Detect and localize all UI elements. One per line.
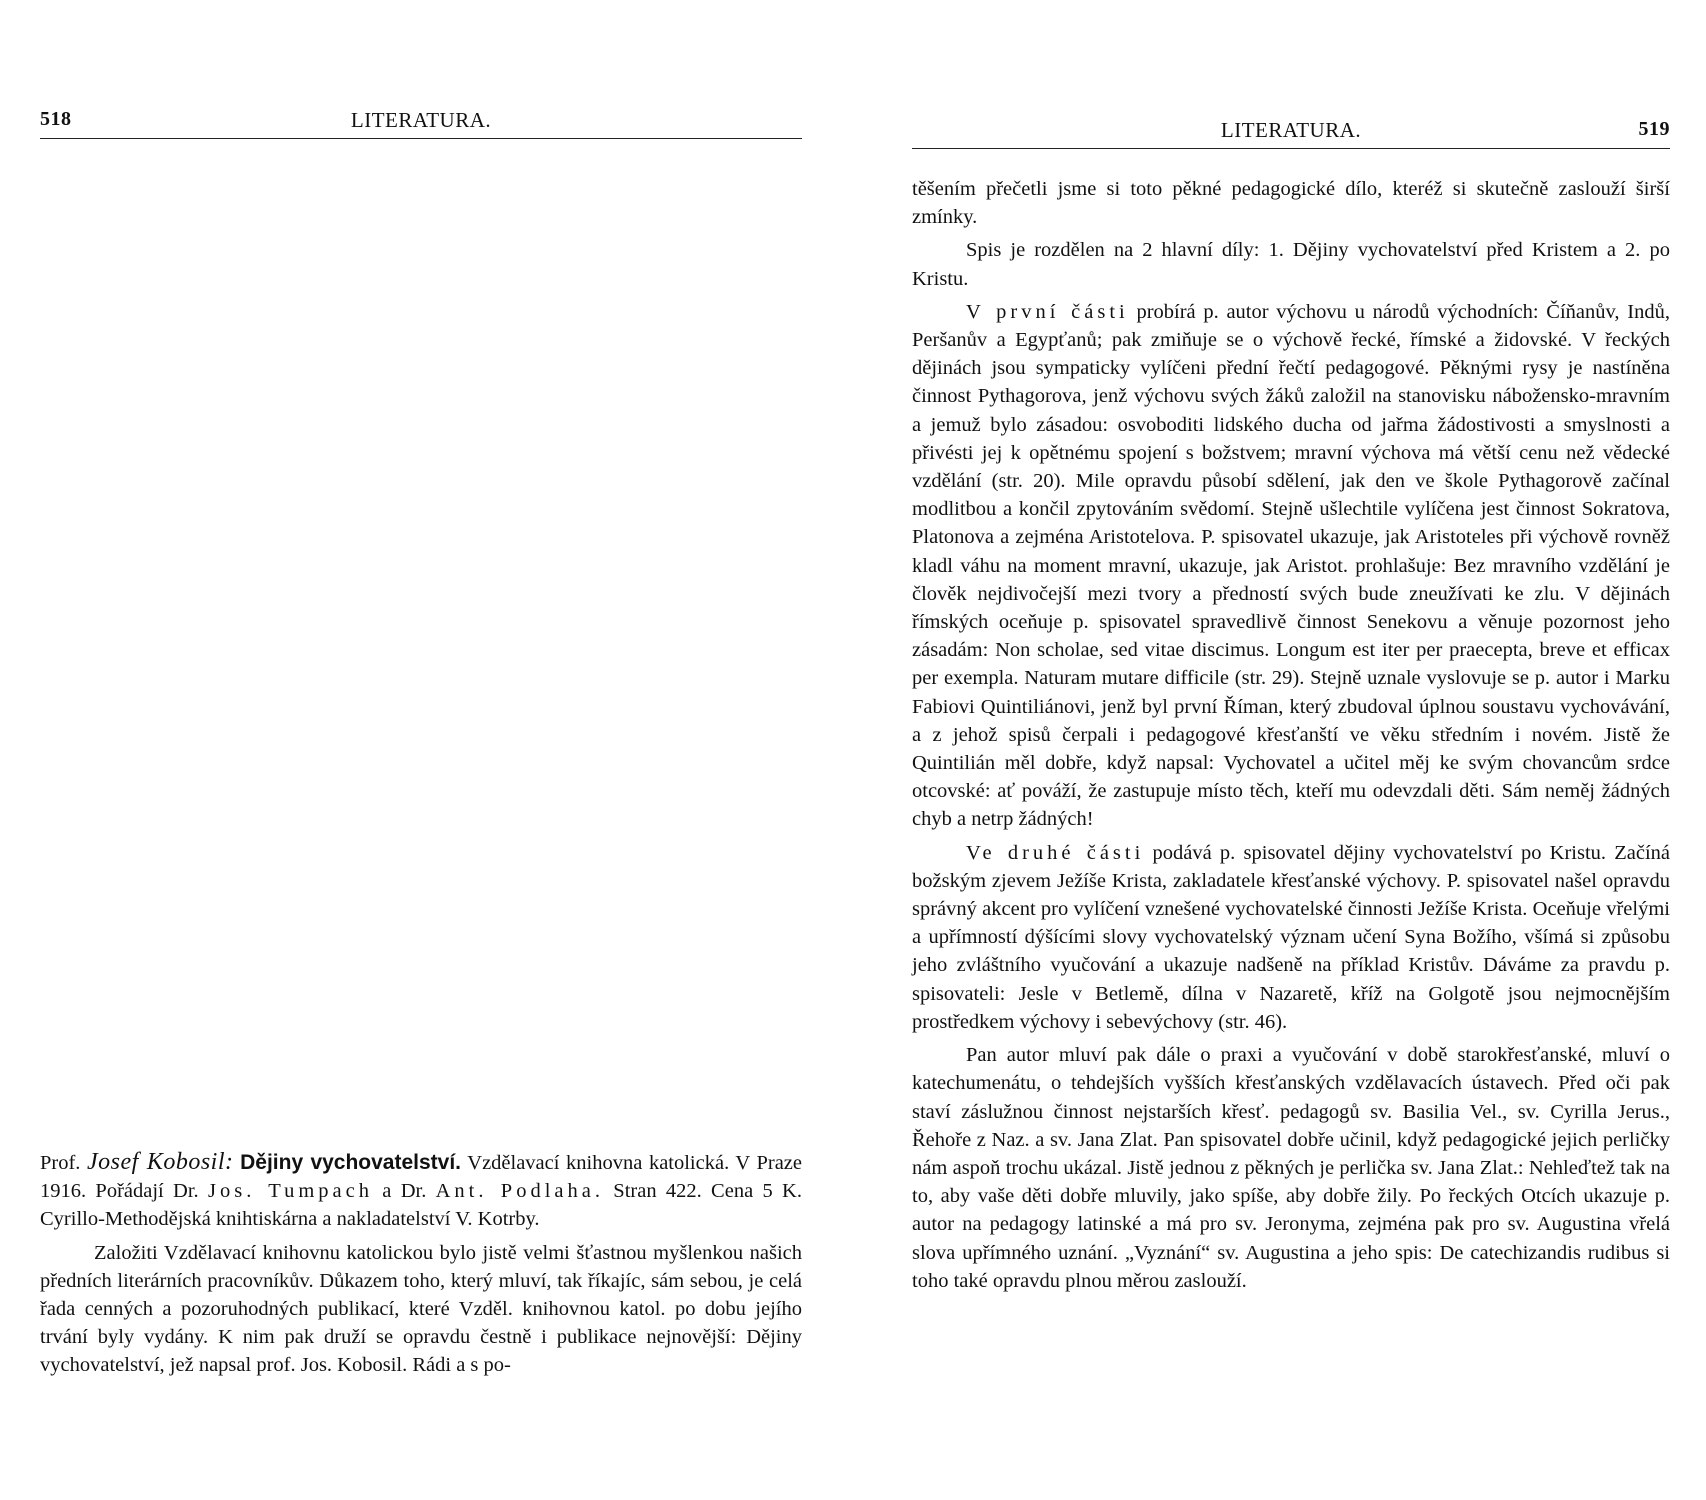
entry-author: Josef Kobosil: [87, 1149, 234, 1175]
right-page [912, 0, 1670, 1500]
entry-details-2: a Dr. [372, 1180, 436, 1203]
right-paragraph-4-body: podává p. spisovatel dějiny vychovatelství po Kristu. Začíná božským zjevem Ježíše Krista, zakladatele křesťanské výchovy. P. spisovatel našel opravdu správný akcent pro vylíčení vznešené vychovatelské činnosti Ježíše Krista. Oceňuje vřelými a upřímností dýšícími slovy vychovatelský význam učení Syna Božího, všímá si způsobu jeho zvláštního vyučování a ukazuje nadšeně na příklad Kristův. Dáváme za pravdu p. spisovateli: Jesle v Betlemě, dílna v Nazaretě, kříž na Golgotě jsou nejmocnějším prostředkem výchovy i sebevýchovy (str. 46). [912, 841, 1671, 1033]
entry-details-3: Stran 422. Cena 5 K. Cyrillo-Methodějská knihtiskárna a nakladatelství V. Kotrby. [40, 1180, 802, 1231]
right-paragraph-2: Spis je rozdělen na 2 hlavní díly: 1. Dějiny vychovatelství před Kristem a 2. po Kristu. [912, 239, 1670, 290]
header-rule [40, 138, 802, 139]
left-text-column [40, 1148, 802, 1380]
right-paragraph-3 [912, 298, 1670, 834]
book-entry [40, 1148, 802, 1234]
running-title: LITERATURA. [1220, 118, 1362, 142]
left-page [40, 0, 802, 1500]
running-title: LITERATURA. [350, 108, 492, 132]
right-text-column [912, 175, 1670, 1295]
entry-title: Dějiny vychovatelství. [240, 1151, 462, 1174]
entry-editor-2: Ant. Podlaha. [435, 1180, 604, 1203]
entry-prefix: Prof. [40, 1152, 88, 1174]
running-head [912, 118, 1670, 148]
right-paragraph-3-body: probírá p. autor výchovu u národů východních: Číňanův, Indů, Peršanův a Egypťanů; pak zmiňuje se o výchově řecké, římské a židovské. V řeckých dějinách jsou sympaticky vylíčeni přední řečtí pedagogové. Pěknými rysy je nastíněna činnost Pythagorova, jenž výchovu svých žáků založil na stanovisku nábožensko-mravním a jemuž bylo zásadou: osvoboditi lidského ducha od jařma žádostivosti a smyslnosti a přivésti jej k opětnému spojení s božstvem; mravní výchova má větší cenu než vědecké vzdělání (str. 20). Mile opravdu působí sdělení, jak den ve škole Pythagorově začínal modlitbou a končil zpytováním svědomí. Stejně ušlechtile vylíčena jest činnost Sokratova, Platonova a zejména Aristotelova. P. spisovatel ukazuje, jak Aristoteles při výchově rovněž kladl váhu na moment mravní, ukazuje, jak Aristot. prohlašuje: Bez mravního vzdělání je člověk nejdivočejší mezi tvory a předností svých bude zneužívati ke zlu. V dějinách římských oceňuje p. spisovatel spravedlivě činnost Senekovu a věnuje pozornost jeho zásadám: Non scholae, sed vitae discimus. Longum est iter per praecepta, breve et efficax per exempla. Naturam mutare difficile (str. 29). Stejně uznale vyslovuje se p. autor i Marku Fabiovi Quintiliánovi, jenž byl první Říman, který zbudoval úplnou soustavu vychovávání, a z jehož spisů čerpali i pedagogové křesťanští ve věku středním i novém. Jistě že Quintilián měl dobře, když napsal: Vychovatel a učitel měj ke svým chovancům srdce otcovské: ať pováží, že zastupuje místo těch, kteří mu odevzdali děti. Sám neměj žádných chyb a netrp žádných! [912, 300, 1670, 831]
entry-editor-1: Jos. Tumpach [208, 1180, 373, 1203]
running-head [40, 108, 802, 138]
section-lead-second-part: Ve druhé části [966, 841, 1145, 864]
page-number: 519 [1638, 118, 1670, 140]
left-paragraph-1: Založiti Vzdělavací knihovnu katolickou bylo jistě velmi šťastnou myšlenkou našich předních literárních pracovníkův. Důkazem toho, který mluví, tak říkajíc, sám sebou, je celá řada cenných a pozoruhodných publikací, které Vzděl. knihovnou katol. po dobu jejího trvání byly vydány. K nim pak druží se opravdu čestně i publikace nejnovější: Dějiny vychovatelství, jež napsal prof. Jos. Kobosil. Rádi a s po- [40, 1241, 802, 1377]
right-paragraph-4 [912, 839, 1670, 1036]
entry-details-1: Vzdělavací knihovna katolická. V Praze 1916. Pořádají Dr. [40, 1152, 802, 1203]
page-number: 518 [40, 108, 72, 130]
right-paragraph-5: Pan autor mluví pak dále o praxi a vyučování v době starokřesťanské, mluví o katechumenátu, o tehdejších vyšších křesťanských vzdělavacích ústavech. Před oči pak staví záslužnou činnost nejstarších křesť. pedagogů sv. Basilia Vel., sv. Cyrilla Jerus., Řehoře z Naz. a sv. Jana Zlat. Pan spisovatel dobře učinil, když pedagogické jejich perličky nám aspoň trochu ukázal. Jistě jednou z pěkných je perlička sv. Jana Zlat.: Nehleďtež tak na to, aby vaše děti dobře mluvily, jako spíše, aby dobře žily. Po řeckých Otcích ukazuje p. autor na pedagogy latinské a má pro sv. Jeronyma, zejména pak pro sv. Augustina vřelá slova upřímného uznání. „Vyznání“ sv. Augustina a jeho spis: De catechizandis rudibus si toho také opravdu plnou měrou zaslouží. [912, 1044, 1670, 1292]
right-paragraph-1: těšením přečetli jsme si toto pěkné pedagogické dílo, kteréž si skutečně zaslouží širší zmínky. [912, 178, 1670, 229]
section-lead-first-part: V první části [966, 300, 1129, 323]
header-rule [912, 148, 1670, 149]
